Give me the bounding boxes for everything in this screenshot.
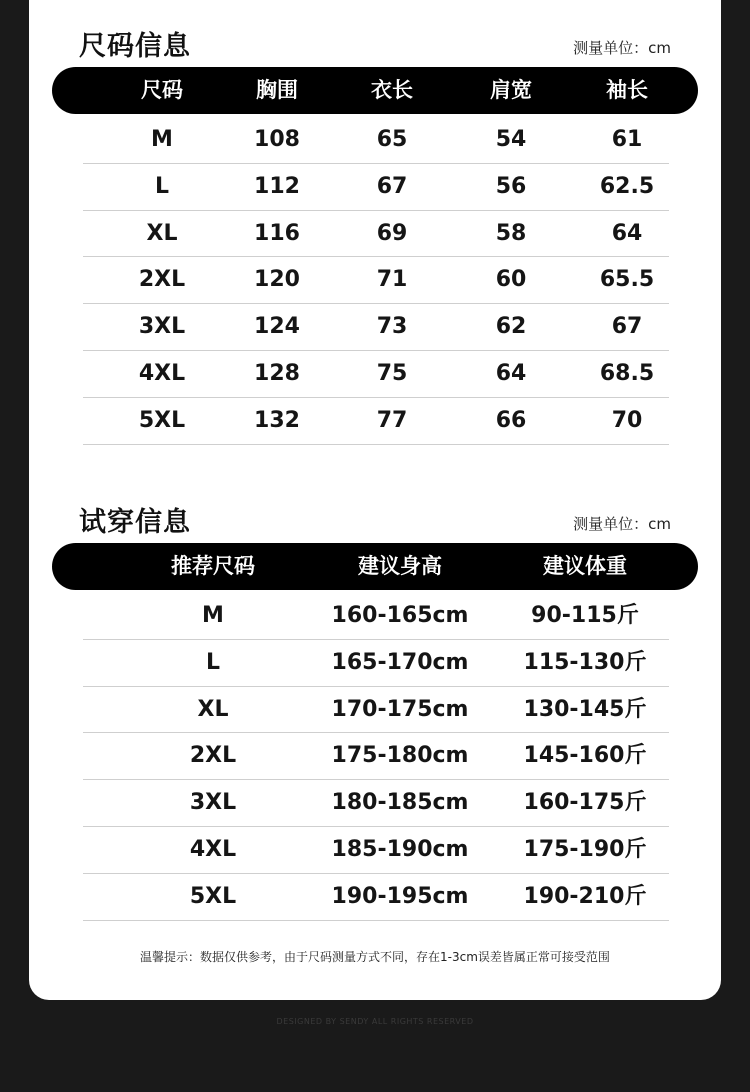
header-recommended-weight: 建议体重 [543, 554, 627, 578]
table-cell: 112 [254, 173, 300, 199]
table-row [83, 827, 669, 874]
table-cell: 180-185cm [331, 790, 469, 816]
table-cell: M [202, 603, 224, 628]
table-cell: 65.5 [599, 267, 655, 293]
table-cell: 5XL [189, 883, 237, 909]
table-row [83, 780, 669, 827]
table-cell: 73 [376, 314, 408, 340]
table-cell: 170-175cm [331, 696, 469, 722]
table-cell: 175-190斤 [523, 836, 647, 862]
table-cell: XL [146, 220, 178, 246]
table-cell: 130-145斤 [523, 696, 647, 722]
header-recommended-height: 建议身高 [358, 554, 442, 578]
table-cell: M [151, 127, 173, 152]
table-cell: 2XL [189, 743, 237, 769]
table-cell: 4XL [189, 836, 237, 862]
header-size: 尺码 [141, 78, 183, 102]
table-cell: 56 [495, 173, 527, 199]
size-info-header-bar [52, 67, 698, 114]
table-row [83, 257, 669, 304]
table-cell: 115-130斤 [523, 649, 647, 675]
table-cell: 58 [495, 220, 527, 246]
size-chart-card [29, 0, 721, 1000]
table-cell: 165-170cm [331, 649, 469, 675]
table-cell: 3XL [189, 790, 237, 816]
table-cell: 108 [254, 127, 300, 152]
table-row [83, 593, 669, 640]
size-info-unit: 测量单位：cm [573, 39, 671, 57]
tip-note: 温馨提示：数据仅供参考，由于尺码测量方式不同，存在1-3cm误差皆属正常可接受范围 [140, 950, 610, 964]
size-info-title: 尺码信息 [79, 31, 191, 62]
table-cell: 68.5 [599, 360, 655, 386]
table-row [83, 351, 669, 398]
table-cell: 124 [254, 314, 300, 340]
table-cell: 67 [611, 314, 643, 340]
table-cell: 65 [376, 127, 408, 152]
table-row [83, 687, 669, 734]
table-cell: 120 [254, 267, 300, 293]
table-cell: 2XL [138, 267, 186, 293]
table-cell: 64 [495, 360, 527, 386]
header-shoulder: 肩宽 [490, 78, 532, 102]
table-cell: 71 [376, 267, 408, 293]
table-row [83, 874, 669, 921]
table-cell: 132 [254, 407, 300, 433]
header-length: 衣长 [371, 78, 413, 102]
table-cell: 185-190cm [331, 836, 469, 862]
table-cell: 160-175斤 [523, 790, 647, 816]
table-row [83, 211, 669, 258]
table-cell: 61 [611, 127, 643, 152]
table-cell: 70 [611, 407, 643, 433]
table-cell: 190-210斤 [523, 883, 647, 909]
table-row [83, 640, 669, 687]
header-chest: 胸围 [256, 78, 298, 102]
table-row [83, 398, 669, 445]
table-cell: 67 [376, 173, 408, 199]
table-cell: 116 [254, 220, 300, 246]
table-cell: 62 [495, 314, 527, 340]
table-row [83, 164, 669, 211]
table-cell: XL [197, 696, 229, 722]
table-cell: 4XL [138, 360, 186, 386]
table-cell: 5XL [138, 407, 186, 433]
table-cell: 90-115斤 [531, 603, 639, 628]
table-cell: 3XL [138, 314, 186, 340]
fit-info-table [83, 593, 669, 921]
table-cell: 64 [611, 220, 643, 246]
footer-credit: DESIGNED BY SENDY ALL RIGHTS RESERVED [276, 1017, 474, 1026]
table-cell: 128 [254, 360, 300, 386]
header-sleeve: 袖长 [606, 78, 648, 102]
table-cell: 66 [495, 407, 527, 433]
table-cell: 60 [495, 267, 527, 293]
fit-info-header-bar [52, 543, 698, 590]
table-cell: L [205, 649, 221, 675]
fit-info-unit: 测量单位：cm [573, 515, 671, 533]
table-cell: 75 [376, 360, 408, 386]
table-cell: 145-160斤 [523, 743, 647, 769]
table-cell: L [154, 173, 170, 199]
table-cell: 69 [376, 220, 408, 246]
fit-info-title: 试穿信息 [79, 507, 191, 538]
table-cell: 77 [376, 407, 408, 433]
table-row [83, 733, 669, 780]
table-cell: 190-195cm [331, 883, 469, 909]
header-recommended-size: 推荐尺码 [171, 554, 255, 578]
table-cell: 62.5 [599, 173, 655, 199]
table-row [83, 117, 669, 164]
table-cell: 54 [495, 127, 527, 152]
size-info-table [83, 117, 669, 445]
table-cell: 160-165cm [331, 603, 469, 628]
table-cell: 175-180cm [331, 743, 469, 769]
table-row [83, 304, 669, 351]
